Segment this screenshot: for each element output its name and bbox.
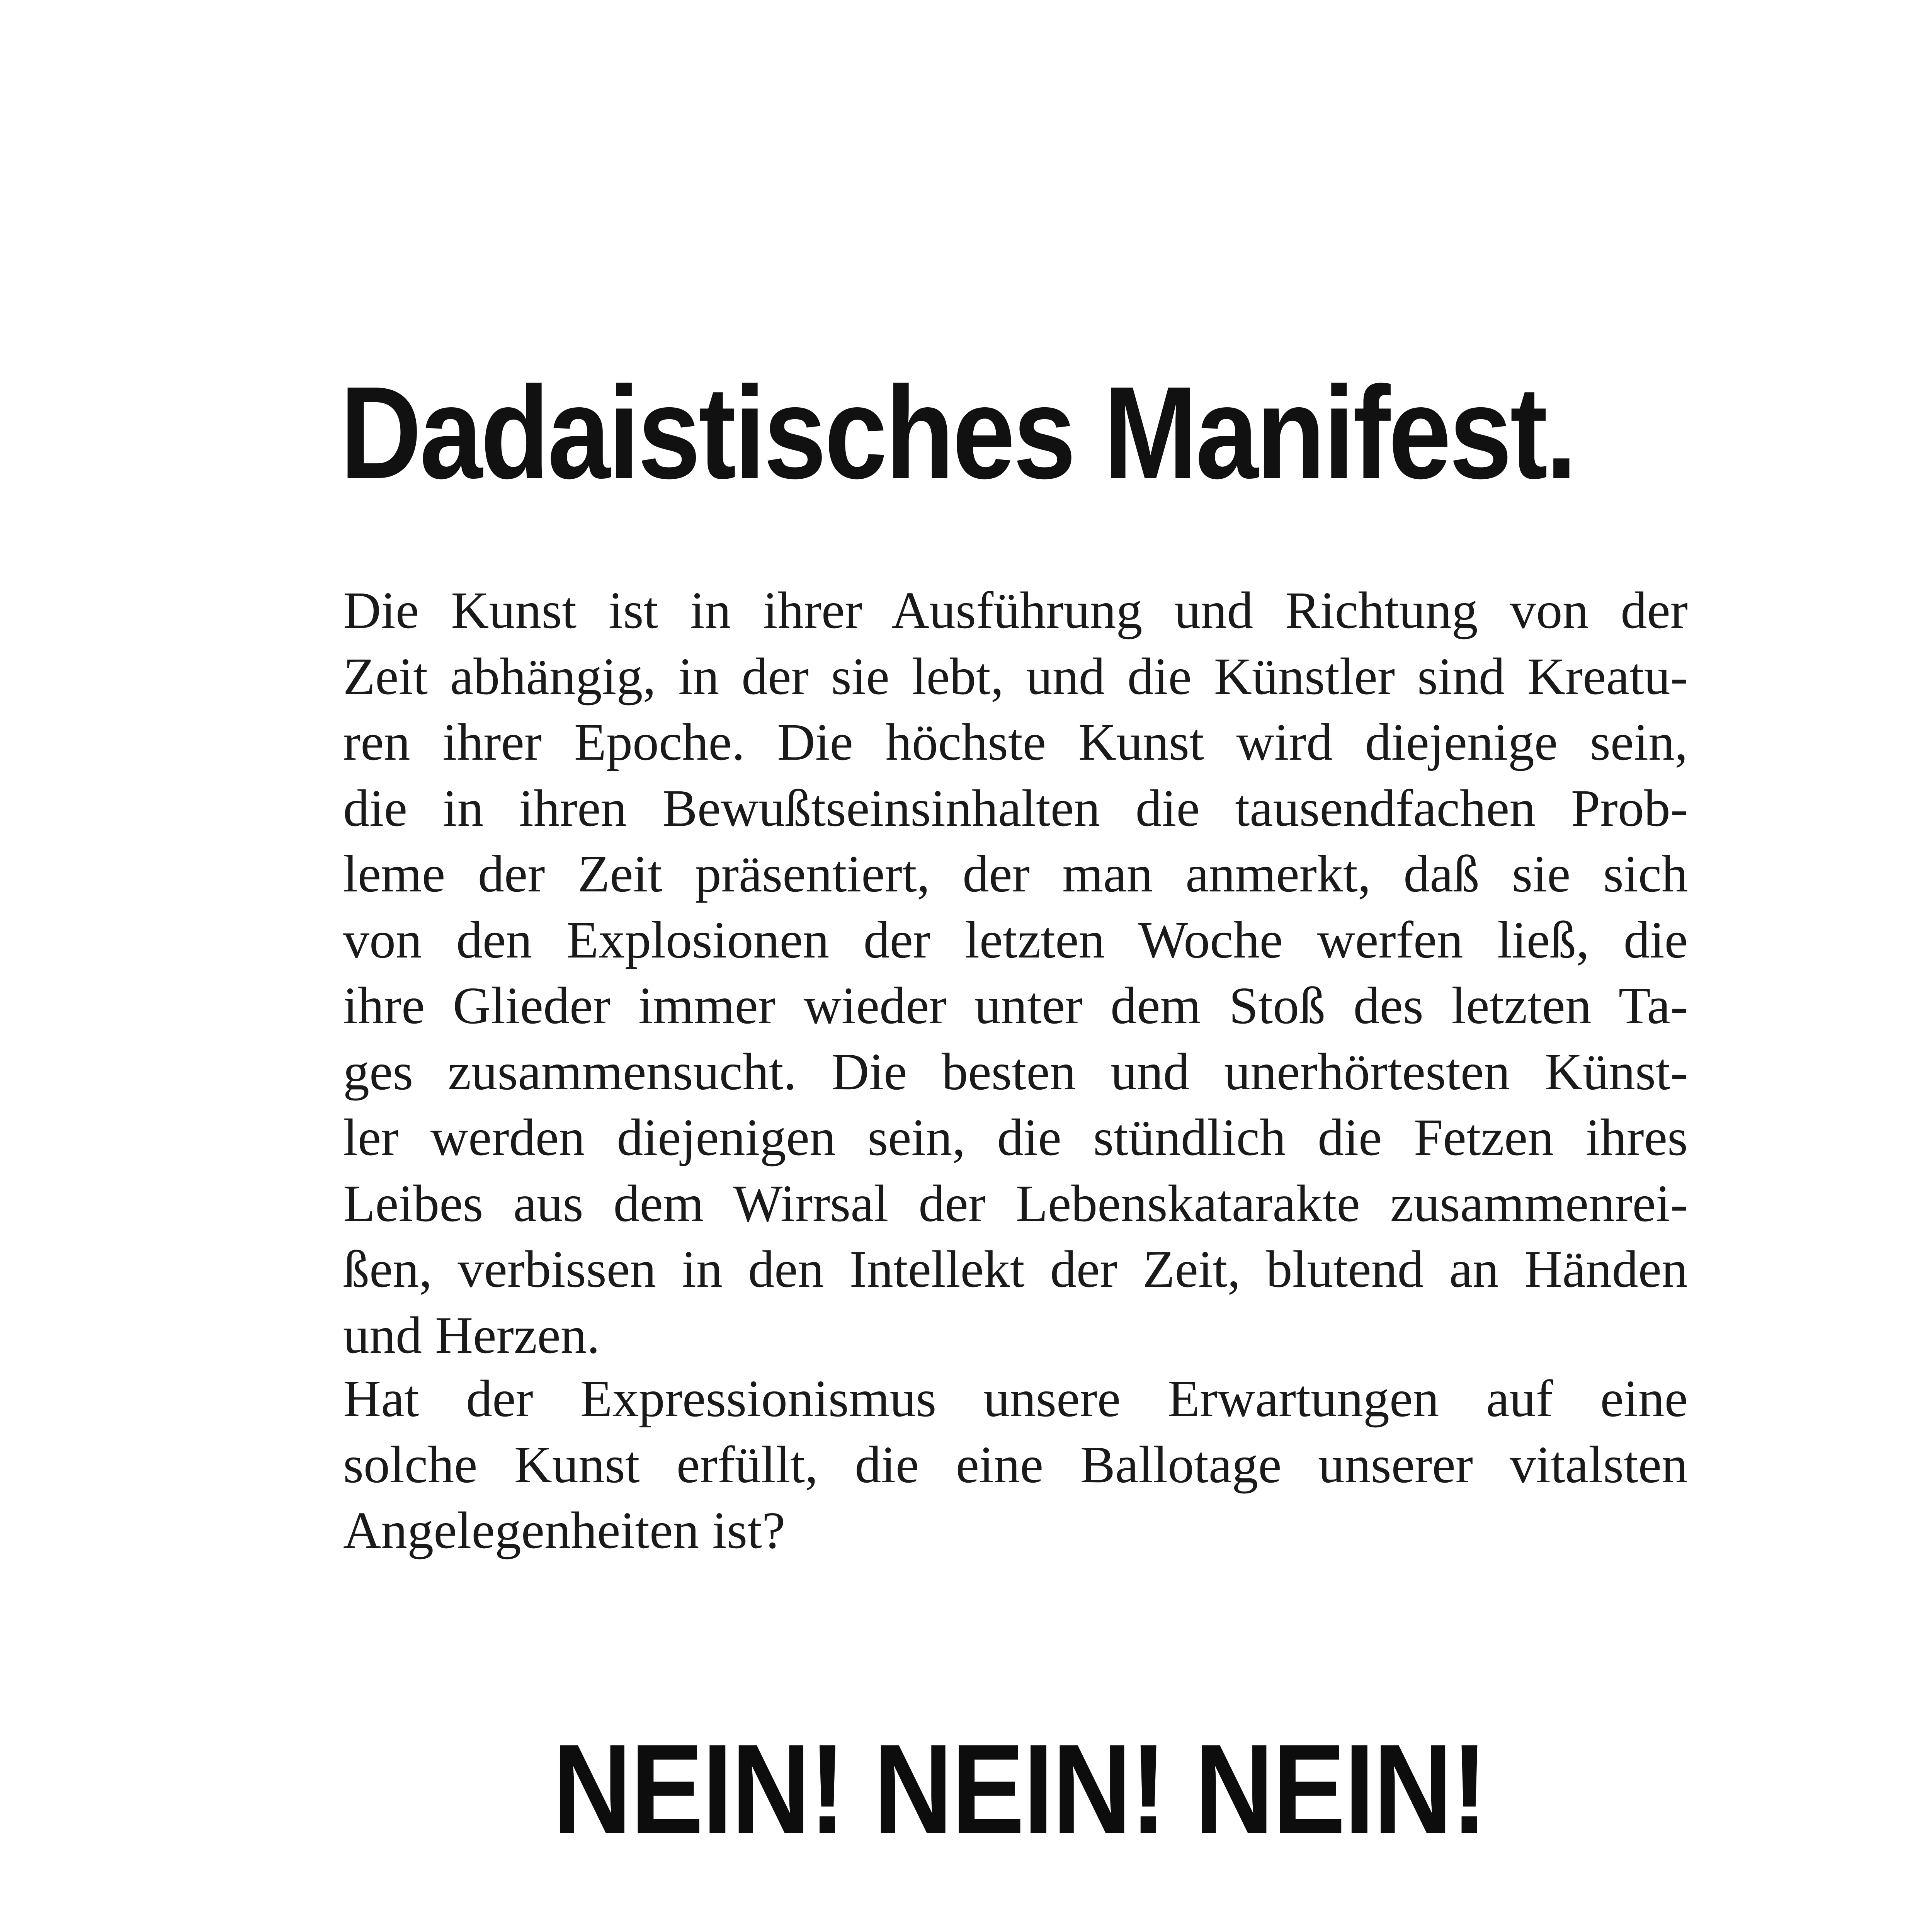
paragraph-line: die in ihren Bewußtseinsinhalten die tausendfachen Prob-	[343, 779, 1688, 837]
paragraph-line: ren ihrer Epoche. Die höchste Kunst wird diejenige sein,	[343, 713, 1688, 771]
paragraph-line: ihre Glieder immer wieder unter dem Stoß des letzten Ta-	[343, 977, 1688, 1035]
paragraph-line: Die Kunst ist in ihrer Ausführung und Richtung von der	[343, 582, 1688, 639]
paragraph-line: solche Kunst erfüllt, die eine Ballotage unserer vitalsten	[343, 1435, 1688, 1494]
paragraph-line: und Herzen.	[343, 1306, 600, 1364]
paragraph-line: von den Explosionen der letzten Woche werfen ließ, die	[343, 911, 1688, 969]
paragraph-line: ges zusammensucht. Die besten und unerhörtesten Künst-	[343, 1043, 1688, 1101]
document-title: Dadaistisches Manifest.	[340, 359, 1575, 506]
paragraph-line: ler werden diejenigen sein, die stündlich die Fetzen ihres	[343, 1109, 1688, 1167]
paragraph-line: leme der Zeit präsentiert, der man anmerkt, daß sie sich	[343, 845, 1688, 903]
paragraph-2	[343, 1366, 1688, 1564]
paragraph-line: Zeit abhängig, in der sie lebt, und die Künstler sind Kreatu-	[343, 647, 1688, 706]
paragraph-line: Hat der Expressionismus unsere Erwartungen auf eine	[343, 1370, 1688, 1428]
paragraph-line: Angelegenheiten ist?	[343, 1502, 786, 1560]
paragraph-line: ßen, verbissen in den Intellekt der Zeit, blutend an Händen	[343, 1240, 1688, 1298]
paragraph-line: Leibes aus dem Wirrsal der Lebenskatarakte zusammenrei-	[343, 1174, 1688, 1233]
paragraph-1	[343, 578, 1688, 1368]
nein-heading-1: NEIN! NEIN! NEIN!	[553, 1718, 1486, 1860]
